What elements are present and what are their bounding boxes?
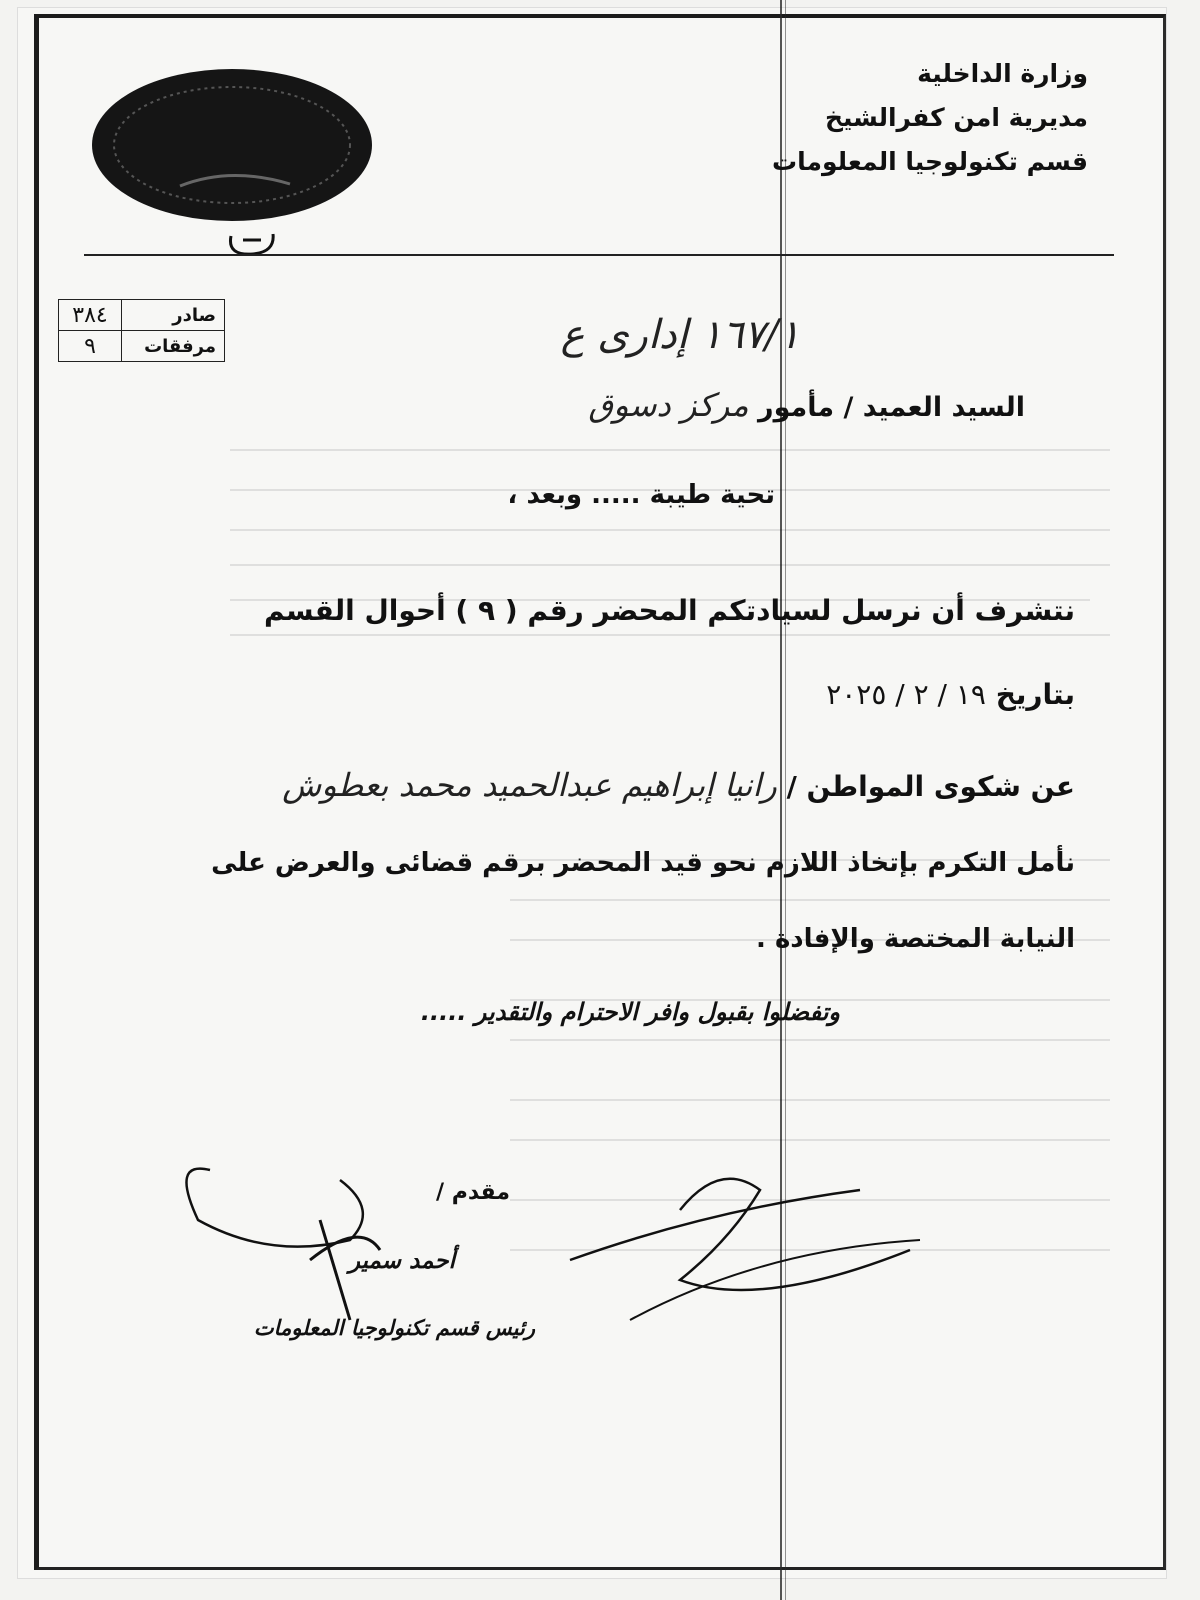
request-line-1: نأمل التكرم بإتخاذ اللازم نحو قيد المحضر برقم قضائى والعرض على — [211, 848, 1075, 878]
seal-initial-mark — [225, 226, 280, 262]
ministry-name: وزارة الداخلية — [917, 59, 1088, 88]
reference-box — [58, 299, 225, 362]
letterhead — [772, 52, 1088, 184]
date-value: ١٩ / ٢ / ٢٠٢٥ — [826, 678, 986, 711]
header-divider — [84, 254, 1114, 256]
directorate-name: مديرية امن كفرالشيخ — [824, 103, 1088, 132]
complaint-prefix: عن شكوى المواطن / — [786, 770, 1075, 803]
issued-label: صادر — [122, 300, 225, 331]
signer-name: أحمد سمير — [348, 1248, 455, 1274]
signer-position: رئيس قسم تكنولوجيا المعلومات — [253, 1316, 535, 1340]
closing-line: وتفضلوا بقبول وافر الاحترام والتقدير ..... — [420, 998, 840, 1026]
greeting: تحية طيبة ..... وبعد ، — [507, 480, 775, 510]
issued-number: ٣٨٤ — [59, 300, 122, 331]
attachments-label: مرفقات — [122, 331, 225, 362]
request-line-2: النيابة المختصة والإفادة . — [756, 924, 1075, 954]
addressee-title: السيد العميد / مأمور — [758, 392, 1025, 423]
addressee-name: مركز دسوق — [588, 386, 749, 424]
addressee-line — [588, 386, 1025, 424]
date-line — [826, 678, 1075, 711]
complainant-name: رانيا إبراهيم عبدالحميد محمد بعطوش — [282, 766, 777, 804]
routing-note: ١٦٧/١ إدارى ع — [560, 312, 800, 358]
attachments-number: ٩ — [59, 331, 122, 362]
signature-scribble-right — [560, 1150, 940, 1330]
date-prefix: بتاريخ — [995, 678, 1075, 711]
presented-by-label: مقدم / — [436, 1180, 510, 1205]
department-name: قسم تكنولوجيا المعلومات — [772, 147, 1088, 176]
official-seal-stamp — [90, 66, 375, 224]
complaint-line — [282, 766, 1075, 804]
body-line-1: نتشرف أن نرسل لسيادتكم المحضر رقم ( ٩ ) أحوال القسم — [264, 594, 1075, 627]
